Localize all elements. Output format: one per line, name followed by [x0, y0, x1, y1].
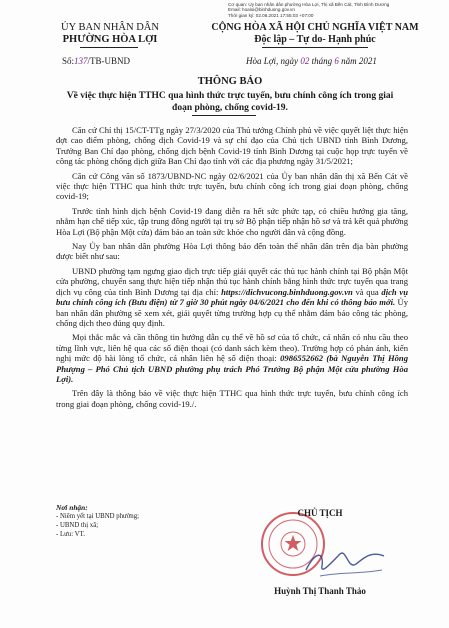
doc-number-prefix: Số: [62, 56, 75, 66]
signature-email: Email: hoaloi@binhduong.gov.vn [228, 7, 295, 13]
paragraph-measures [56, 266, 408, 328]
doc-number-value: 137 [74, 56, 88, 66]
agency-underline [80, 47, 138, 48]
date-part-1: Hòa Lợi, ngày [246, 56, 301, 66]
public-service-url: https://dichvucong.binhduong.gov.vn [221, 286, 353, 297]
agency-header [30, 22, 190, 46]
contact-phone: 0986552662 (bà Nguyễn Thị Hồng Phượng – Phó Chủ tịch UBND phường phụ trách Phó Trưởng Bộ phận Một cửa phường Hòa Lợi). [56, 353, 408, 384]
measures-text-c: Ủy ban nhân dân phường sẽ xem xét, giải quyết từng trường hợp cụ thể nhằm đảm bảo công tác phòng, chống dịch theo đúng quy định. [56, 297, 408, 328]
measures-text-a: UBND phường tạm ngưng giao dịch trực tiếp giải quyết các thủ tục hành chính tại Bộ phận Một cửa phường, chuyển sang thực hiện tiếp nhận thủ tục hành chính bằng hình thức trực tuyến qua trang dịch vụ công của tỉnh Bình Dương tại địa chỉ: [56, 265, 408, 297]
measures-effective-date: dịch vụ bưu chính công ích (Bưu điện) từ 7 giờ 30 phút ngày 04/6/2021 cho đến khi có thông báo mới. [56, 286, 408, 308]
paragraph-contact [56, 332, 408, 384]
measures-text-b: và qua [352, 286, 382, 297]
title-underline [192, 115, 256, 116]
signature-agency: Cơ quan: Ủy ban nhân dân phường Hòa Lợi, Thị xã Bến Cát, Tỉnh Bình Dương [228, 2, 390, 7]
signer-title: CHỦ TỊCH [297, 508, 343, 518]
nation-line-1: CỘNG HÒA XÃ HỘI CHỦ NGHĨA VIỆT NAM [211, 22, 419, 33]
title-main: THÔNG BÁO [197, 76, 263, 87]
title-subject: Về việc thực hiện TTHC qua hình thức trực tuyến, bưu chính công ích trong giai đoạn phòng, chống covid-19. [66, 91, 394, 113]
contact-text: Mọi thắc mắc và cần thông tin hướng dẫn cụ thể về hồ sơ của tổ chức, cá nhân có nhu cầu theo từng lĩnh vực, liên hệ qua các số điện thoại (có danh sách kèm theo). Trường hợp có phản ánh, kiến nghị mức độ hài lòng tổ chức, cá nhân liên hệ số điện thoại: [56, 332, 408, 364]
date-month: 6 [334, 56, 339, 66]
motto-underline [262, 47, 368, 48]
agency-line-2: PHƯỜNG HÒA LỢI [62, 34, 158, 45]
nation-motto: Độc lập – Tự do- Hạnh phúc [254, 34, 376, 45]
agency-line-1: ỦY BAN NHÂN DÂN [61, 22, 159, 33]
document-body [56, 125, 408, 413]
doc-number-suffix: /TB-UBND [87, 56, 131, 66]
recipients-label: Nơi nhận: [56, 503, 88, 512]
nation-header [190, 22, 440, 46]
recipient-item: - Lưu: VT. [56, 531, 85, 538]
recipients-block [56, 503, 226, 539]
recipient-item: - Niêm yết tại UBND phường; [56, 513, 139, 520]
signature-time: Thời gian ký: 02.06.2021 17:55:03 +07:00 [228, 12, 314, 18]
document-number [62, 56, 130, 66]
date-part-3: năm 2021 [338, 56, 377, 66]
date-part-2: tháng [309, 56, 335, 66]
recipient-item: - UBND thị xã; [56, 522, 99, 529]
paragraph-situation: Trước tình hình dịch bệnh Covid-19 đang diễn ra hết sức phức tạp, có chiều hướng gia tăng, nhằm hạn chế tiếp xúc, tập trung đông người tại trụ sở Bộ phận tiếp nhận hồ sơ và trả kết quả phường Hòa Lợi (Bộ phận Một cửa) đảm bảo an toàn sức khỏe cho người dân và cộng đồng. [56, 205, 408, 237]
issue-date [246, 56, 377, 66]
document-title [40, 76, 420, 114]
paragraph-announcement: Nay Ủy ban nhân dân phường Hòa Lợi thông báo đến toàn thể nhân dân trên địa bàn phường được biết như sau: [56, 241, 408, 262]
paragraph-official-letter: Căn cứ Công văn số 1873/UBND-NC ngày 02/6/2021 của Ủy ban nhân dân thị xã Bến Cát về việc thực hiện TTHC qua hình thức trực tuyến, bưu chính công ích trong giai đoạn phòng, chống covid-19; [56, 170, 408, 202]
paragraph-closing: Trên đây là thông báo về việc thực hiện TTHC qua hình thức trực tuyến, bưu chính công ích trong giai đoạn phòng, chống covid-19./. [56, 388, 408, 409]
signer-name: Huỳnh Thị Thanh Thảo [274, 586, 366, 596]
handwritten-signature [300, 540, 390, 584]
paragraph-directive-15: Căn cứ Chỉ thị 15/CT-TTg ngày 27/3/2020 của Thủ tướng Chính phủ về việc quyết liệt thực hiện đợt cao điểm phòng, chống dịch Covid-19 và sự chỉ đạo của Chủ tịch UBND tỉnh Bình Dương, Trưởng Ban Chỉ đạo phòng, chống dịch bệnh Covid-19 tỉnh Bình Dương tại cuộc họp trực tuyến về công tác phòng chống dịch giữa Ban Chỉ đạo tỉnh với các địa phương ngày 31/5/2021; [56, 125, 408, 167]
digital-signature-info [228, 2, 446, 18]
date-day: 02 [300, 56, 310, 66]
